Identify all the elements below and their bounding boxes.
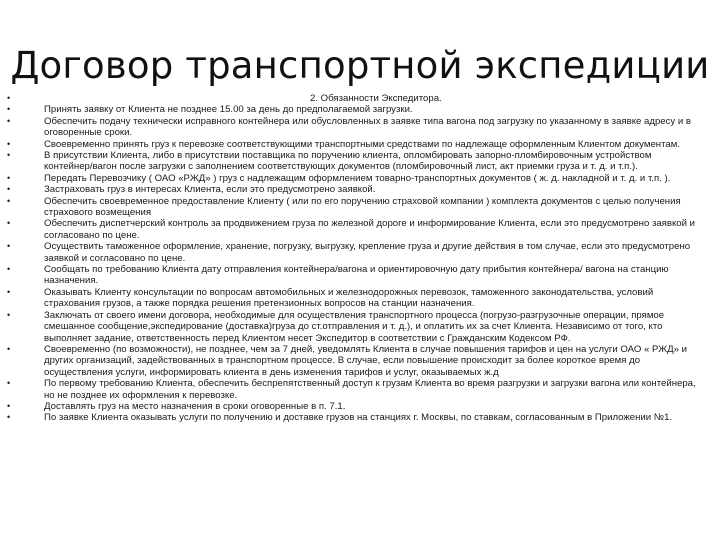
- bullet-icon: •: [7, 195, 11, 206]
- bullet-icon: •: [7, 184, 11, 195]
- list-item-text: По заявке Клиента оказывать услуги по получению и доставке грузов на станциях г. Москвы, по ставкам, согласованным в Приложении №1.: [44, 412, 673, 424]
- bullet-icon: •: [7, 400, 11, 411]
- list-item-text: Обеспечить диспетчерский контроль за продвижением груза по железной дороге и информирование Клиента, если это предусмотрено заявкой и согласовано по цене.: [44, 218, 696, 241]
- list-item: [0, 218, 720, 241]
- bullet-icon: •: [7, 104, 11, 115]
- list-item: [0, 412, 720, 423]
- bullet-icon: •: [7, 115, 11, 126]
- list-item: [0, 196, 720, 219]
- list-item: [0, 173, 720, 184]
- bullet-icon: •: [7, 264, 11, 275]
- list-item: [0, 310, 720, 344]
- list-item-text: Застраховать груз в интересах Клиента, если это предусмотрено заявкой.: [44, 184, 376, 196]
- list-item-text: Обеспечить подачу технически исправного контейнера или обусловленных в заявке типа вагона под загрузку по указанному в заявке адресу и в оговоренные сроки.: [44, 115, 691, 139]
- list-item-text: Обеспечить своевременное предоставление Клиенту ( или по его поручению страховой компании ) комплекта документов с целью получения страхового возмещения: [44, 195, 681, 219]
- list-item-text: Своевременно принять груз к перевозке соответствующими транспортными средствами по надлежаще оформленным Клиентом документам.: [44, 138, 680, 150]
- bullet-icon: •: [7, 241, 11, 252]
- list-item: [0, 150, 720, 173]
- list-item-text: Заключать от своего имени договора, необходимые для осуществления транспортного процесса (погрузо-разгрузочные операции, прямое смешанное сообщение,экспедирование (доставка)груза до ст.отправления и т. д.), и оплатить их за счет Клиента. Независимо от того, кто выполняет задание, ответственность перед Клиентом несет Экспедитор в соответствии с Гражданским Кодексом РФ.: [44, 309, 665, 344]
- list-item-text: В присутствии Клиента, либо в присутствии поставщика по поручению клиента, опломбировать запорно-пломбировочным устройством контейнер/вагон после загрузки с заполнением соответствующих документов (пломбировочный лист, акт приемки груза и т. д. и т.п.).: [44, 150, 652, 173]
- list-item: [0, 378, 720, 401]
- list-item: [0, 241, 720, 264]
- list-item: [0, 116, 720, 139]
- list-item: [0, 104, 720, 115]
- list-item-text: Оказывать Клиенту консультации по вопросам автомобильных и железнодорожных перевозок, таможенного законодательства, условий страхования грузов, а также порядка решения претензионных вопросов на станции назначения.: [44, 286, 654, 310]
- bullet-icon: •: [7, 93, 11, 103]
- list-item-text: Доставлять груз на место назначения в сроки оговоренные в п. 7.1.: [44, 400, 346, 412]
- list-item-text: По первому требованию Клиента, обеспечить беспрепятственный доступ к грузам Клиента во время разгрузки и загрузки вагона или контейнера, но не позднее их оформления к перевозке.: [44, 378, 696, 401]
- bullet-icon: •: [7, 286, 11, 297]
- list-item-heading: [0, 93, 720, 104]
- list-item-text: Своевременно (по возможности), не позднее, чем за 7 дней, уведомлять Клиента в случае повышения тарифов и цен на услуги ОАО « РЖД» и других организаций, задействованных в транспортном процессе. В случае, если повышение происходит за более короткое время до осуществления услуги, информировать клиента в день изменения тарифов и услуг, оказываемых ж.д: [44, 343, 687, 378]
- bullet-icon: •: [7, 343, 11, 354]
- list-item: [0, 344, 720, 378]
- list-item-text: Сообщать по требованию Клиента дату отправления контейнера/вагона и ориентировочную дату прибытия контейнера/ вагона на станцию назначения.: [44, 264, 669, 287]
- duties-list: [0, 93, 720, 424]
- bullet-icon: •: [7, 309, 11, 320]
- list-item: [0, 401, 720, 412]
- bullet-icon: •: [7, 150, 11, 161]
- list-item-text: Осуществить таможенное оформление, хранение, погрузку, выгрузку, крепление груза и другие действия в том случае, если это предусмотрено заявкой и согласовано по цене.: [44, 241, 691, 264]
- list-item: [0, 264, 720, 287]
- list-item: [0, 184, 720, 195]
- bullet-icon: •: [7, 412, 11, 423]
- slide-title: Договор транспортной экспедиции: [10, 44, 710, 87]
- bullet-icon: •: [7, 218, 11, 229]
- list-item: [0, 287, 720, 310]
- section-heading: 2. Обязанности Экспедитора.: [310, 93, 442, 104]
- bullet-icon: •: [7, 138, 11, 149]
- bullet-icon: •: [7, 378, 11, 389]
- bullet-icon: •: [7, 172, 11, 183]
- list-item: [0, 139, 720, 150]
- list-item-text: Передать Перевозчику ( ОАО «РЖД» ) груз с надлежащим оформлением товарно-транспортных документов ( ж. д. накладной и т. д. и т.п. ).: [44, 172, 671, 184]
- list-item-text: Принять заявку от Клиента не позднее 15.00 за день до предполагаемой загрузки.: [44, 104, 413, 116]
